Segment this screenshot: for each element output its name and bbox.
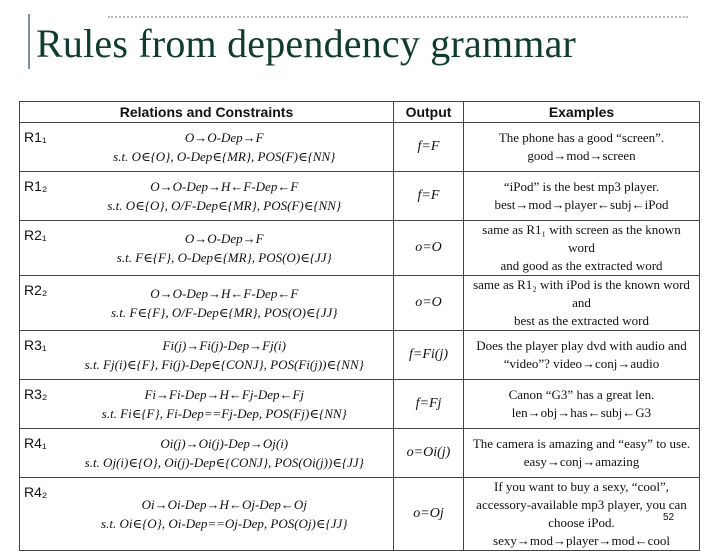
rule-example (464, 221, 700, 276)
table-row (20, 172, 700, 221)
rule-example (464, 172, 700, 221)
rule-output: o=O (394, 221, 464, 276)
table-row (20, 331, 700, 380)
rule-example (464, 429, 700, 478)
rule-output: f=F (394, 123, 464, 172)
header-examples: Examples (464, 102, 700, 123)
title-accent-line (28, 14, 30, 69)
relation-pattern: Oi→Oi-Dep→H←Oj-Dep←Oj (141, 497, 307, 512)
rule-output: o=O (394, 276, 464, 331)
rule-example (464, 331, 700, 380)
rule-relation (56, 123, 394, 172)
example-sentence: Does the player play dvd with audio and (476, 338, 687, 353)
top-dotted-rule (108, 16, 688, 18)
table-row (20, 123, 700, 172)
rule-output: o=Oi(j) (394, 429, 464, 478)
example-dependency: sexy→mod→player→mod←cool (493, 533, 670, 548)
relation-pattern: Oi(j)→Oi(j)-Dep→Oj(i) (160, 436, 289, 451)
rule-id: R2₂ (20, 276, 56, 331)
table-row (20, 380, 700, 429)
example-dependency: good→mod→screen (527, 148, 636, 163)
example-sentence: “iPod” is the best mp3 player. (503, 179, 660, 194)
example-sentence: The camera is amazing and “easy” to use. (472, 436, 691, 451)
rule-relation (56, 429, 394, 478)
example-sentence: same as R1₂ with iPod is the known word and (473, 277, 690, 310)
relation-constraint: s.t. O∈{O}, O/F-Dep∈{MR}, POS(F)∈{NN} (107, 198, 342, 213)
example-sentence: The phone has a good “screen”. (498, 130, 665, 145)
relation-constraint: s.t. Fi∈{F}, Fi-Dep==Fj-Dep, POS(Fj)∈{NN} (101, 406, 347, 421)
relation-constraint: s.t. Fj(i)∈{F}, Fi(j)-Dep∈{CONJ}, POS(Fi(j))∈{NN} (84, 357, 364, 372)
relation-pattern: Fi→Fi-Dep→H←Fj-Dep←Fj (144, 387, 305, 402)
rule-relation (56, 331, 394, 380)
rule-id: R3₁ (20, 331, 56, 380)
example-sentence: same as R1₁ with screen as the known word (482, 222, 681, 255)
example-dependency: len→obj→has←subj←G3 (511, 405, 652, 420)
rule-example (464, 380, 700, 429)
table-row (20, 429, 700, 478)
rule-output: f=Fj (394, 380, 464, 429)
relation-constraint: s.t. F∈{F}, O/F-Dep∈{MR}, POS(O)∈{JJ} (111, 305, 338, 320)
rule-relation (56, 380, 394, 429)
page-number: 52 (663, 512, 675, 523)
rule-relation (56, 172, 394, 221)
rule-id: R2₁ (20, 221, 56, 276)
relation-pattern: O→O-Dep→H←F-Dep←F (150, 286, 299, 301)
relation-constraint: s.t. F∈{F}, O-Dep∈{MR}, POS(O)∈{JJ} (116, 250, 332, 265)
example-sentence: Canon “G3” has a great len. (508, 387, 655, 402)
rules-table (19, 101, 700, 551)
relation-constraint: s.t. Oi∈{O}, Oi-Dep==Oj-Dep, POS(Oj)∈{JJ} (101, 516, 348, 531)
example-dependency: best→mod→player←subj←iPod (494, 197, 669, 212)
table-row (20, 276, 700, 331)
relation-pattern: O→O-Dep→F (184, 130, 264, 145)
table-header-row (20, 102, 700, 123)
rule-id: R4₁ (20, 429, 56, 478)
rule-example (464, 276, 700, 331)
rule-example (464, 123, 700, 172)
rule-id: R1₁ (20, 123, 56, 172)
relation-constraint: s.t. Oj(i)∈{O}, Oi(j)-Dep∈{CONJ}, POS(Oi(j))∈{JJ} (84, 455, 364, 470)
rule-relation (56, 276, 394, 331)
rule-relation (56, 221, 394, 276)
header-relations: Relations and Constraints (20, 102, 394, 123)
rule-id: R1₂ (20, 172, 56, 221)
relation-pattern: O→O-Dep→F (184, 231, 264, 246)
rule-id: R3₂ (20, 380, 56, 429)
relation-constraint: s.t. O∈{O}, O-Dep∈{MR}, POS(F)∈{NN} (113, 149, 336, 164)
relation-pattern: Fi(j)→Fi(j)-Dep→Fj(i) (162, 338, 286, 353)
example-sentence: If you want to buy a sexy, “cool”, accessory-available mp3 player, you can choose iPod. (476, 479, 687, 530)
example-dependency: easy→conj→amazing (523, 454, 640, 469)
example-dependency: best as the extracted word (513, 313, 649, 328)
rule-output: f=F (394, 172, 464, 221)
rule-output: o=Oj (394, 478, 464, 551)
slide-title: Rules from dependency grammar (36, 21, 577, 66)
rule-output: f=Fi(j) (394, 331, 464, 380)
header-output: Output (394, 102, 464, 123)
table-row (20, 221, 700, 276)
rule-id: R4₂ (20, 478, 56, 551)
example-dependency: “video”? video→conj→audio (503, 356, 660, 371)
example-dependency: and good as the extracted word (500, 258, 663, 273)
relation-pattern: O→O-Dep→H←F-Dep←F (150, 179, 299, 194)
